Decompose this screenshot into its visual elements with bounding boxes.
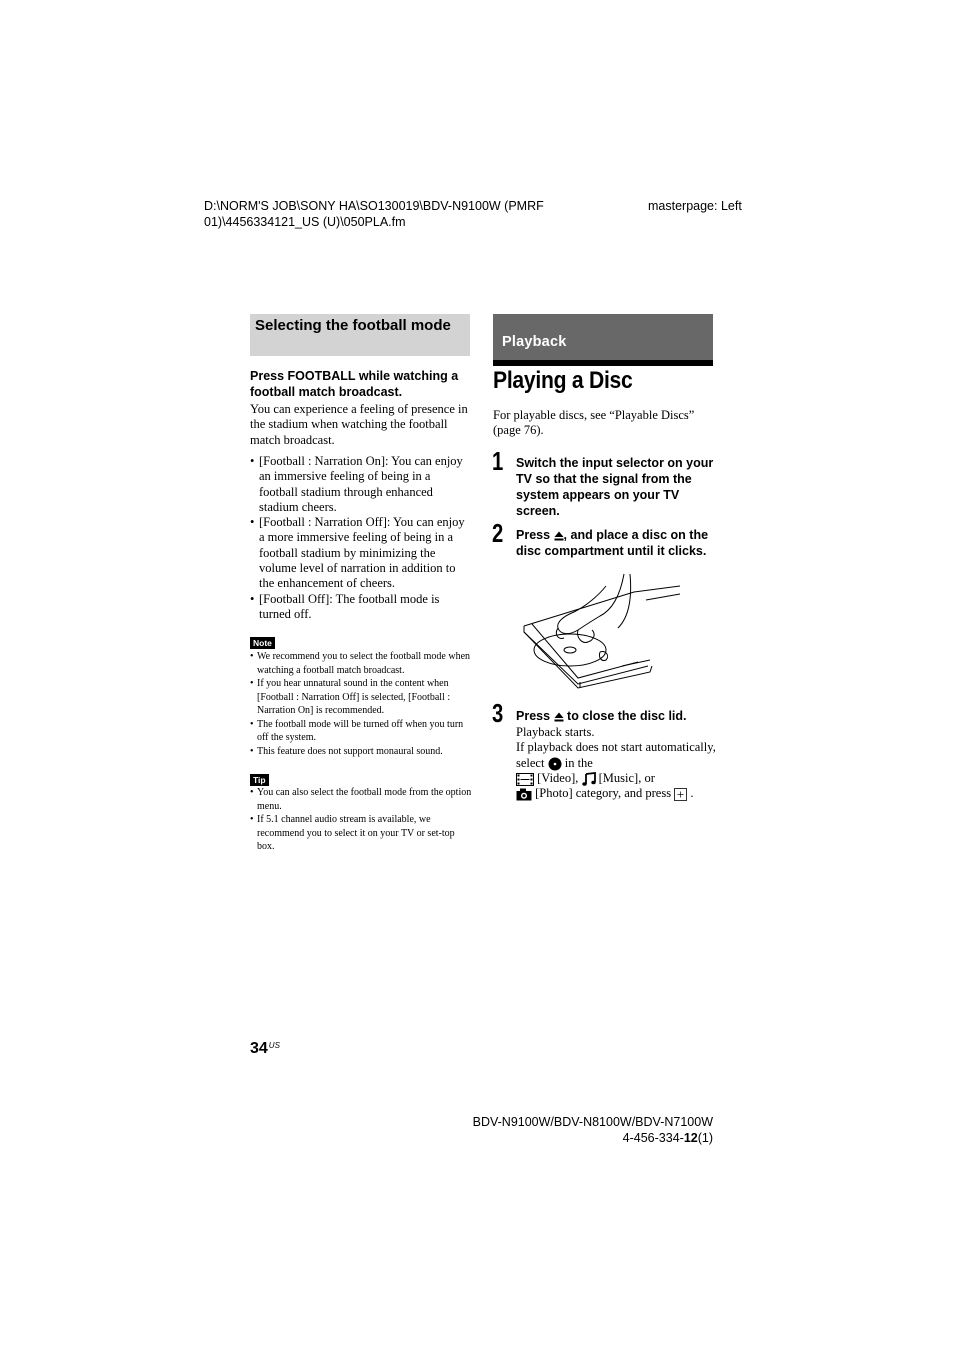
step-3-text bbox=[516, 708, 716, 724]
tip-label: Tip bbox=[250, 774, 269, 786]
step-1-text: Switch the input selector on your TV so that the signal from the system appears on your TV screen. bbox=[516, 456, 714, 518]
code-prefix: 4-456-334- bbox=[622, 1131, 684, 1145]
eject-icon bbox=[554, 531, 564, 541]
intro-text: For playable discs, see “Playable Discs” (page 76). bbox=[493, 408, 695, 438]
step-number: 2 bbox=[492, 518, 504, 548]
file-path-line1: D:\NORM'S JOB\SONY HA\SO130019\BDV-N9100W (PMRF bbox=[204, 199, 544, 213]
step-3-press: Press bbox=[516, 709, 551, 723]
step-number: 1 bbox=[492, 446, 504, 476]
note-item: • If you hear unnatural sound in the content when [Football : Narration Off] is selected, [Football : Narration On] is recommended. bbox=[250, 677, 472, 718]
section-bar-rule bbox=[493, 360, 713, 366]
page-number-suffix: US bbox=[268, 1041, 280, 1050]
file-path bbox=[204, 198, 604, 230]
document-code bbox=[440, 1130, 713, 1146]
note-item: • We recommend you to select the football mode when watching a football match broadcast. bbox=[250, 650, 472, 677]
note-item: • The football mode will be turned off when you turn off the system. bbox=[250, 718, 472, 745]
list-item: • [Football Off]: The football mode is turned off. bbox=[250, 592, 472, 623]
video-icon bbox=[516, 773, 534, 786]
code-suffix: (1) bbox=[697, 1131, 713, 1145]
step-3-rest: to close the disc lid. bbox=[567, 709, 687, 723]
disc-icon bbox=[548, 757, 562, 771]
step-number: 3 bbox=[492, 698, 504, 728]
step-2-press: Press bbox=[516, 528, 551, 542]
body-text: You can experience a feeling of presence in the stadium when watching the football match broadcast. bbox=[250, 402, 468, 447]
note-label-wrap bbox=[250, 633, 275, 651]
detail-text: in the bbox=[564, 755, 593, 770]
section-bar-label: Playback bbox=[502, 334, 567, 350]
list-item: • [Football : Narration Off]: You can enjoy a more immersive feeling of being in a football stadium by minimizing the volume level of narration in addition to the enhancement of cheers. bbox=[250, 515, 472, 591]
note-item: • This feature does not support monaural sound. bbox=[250, 745, 472, 759]
tip-list bbox=[250, 786, 472, 854]
note-label: Note bbox=[250, 637, 275, 649]
photo-icon bbox=[516, 788, 532, 801]
note-list bbox=[250, 650, 472, 758]
photo-label: [Photo] category, and press bbox=[535, 786, 672, 801]
section-title: Selecting the football mode bbox=[255, 317, 451, 334]
list-item: • [Football : Narration On]: You can enjoy an immersive feeling of being in a football stadium through enhanced stadium cheers. bbox=[250, 454, 472, 515]
football-mode-list bbox=[250, 454, 472, 622]
step-2-text bbox=[516, 527, 716, 559]
masterpage-label: masterpage: Left bbox=[648, 199, 742, 213]
enter-button-icon bbox=[674, 788, 687, 801]
video-label: [Video], bbox=[537, 770, 579, 785]
model-numbers: BDV-N9100W/BDV-N8100W/BDV-N7100W bbox=[472, 1115, 713, 1129]
tip-item: • You can also select the football mode from the option menu. bbox=[250, 786, 472, 813]
detail-text: If playback does not start automatically, select bbox=[516, 740, 716, 770]
disc-insertion-illustration bbox=[520, 566, 682, 692]
step-3-details bbox=[516, 725, 716, 801]
tip-item: • If 5.1 channel audio stream is available, we recommend you to select it on your TV or set-top box. bbox=[250, 813, 472, 854]
file-path-line2: 01)\4456334121_US (U)\050PLA.fm bbox=[204, 215, 406, 229]
step-3-detail bbox=[516, 740, 716, 801]
page-title: Playing a Disc bbox=[493, 367, 633, 394]
eject-icon bbox=[554, 712, 564, 722]
detail-end: . bbox=[690, 786, 694, 801]
page-number bbox=[250, 1040, 280, 1058]
music-icon bbox=[582, 772, 596, 786]
page-number-value: 34 bbox=[250, 1040, 268, 1057]
playback-starts: Playback starts. bbox=[516, 725, 595, 739]
music-label: [Music], or bbox=[598, 770, 655, 785]
code-revision: 12 bbox=[683, 1131, 698, 1145]
step-2-rest: , and place a disc on the disc compartment until it clicks. bbox=[516, 528, 709, 558]
lead-instruction: Press FOOTBALL while watching a football match broadcast. bbox=[250, 369, 459, 399]
